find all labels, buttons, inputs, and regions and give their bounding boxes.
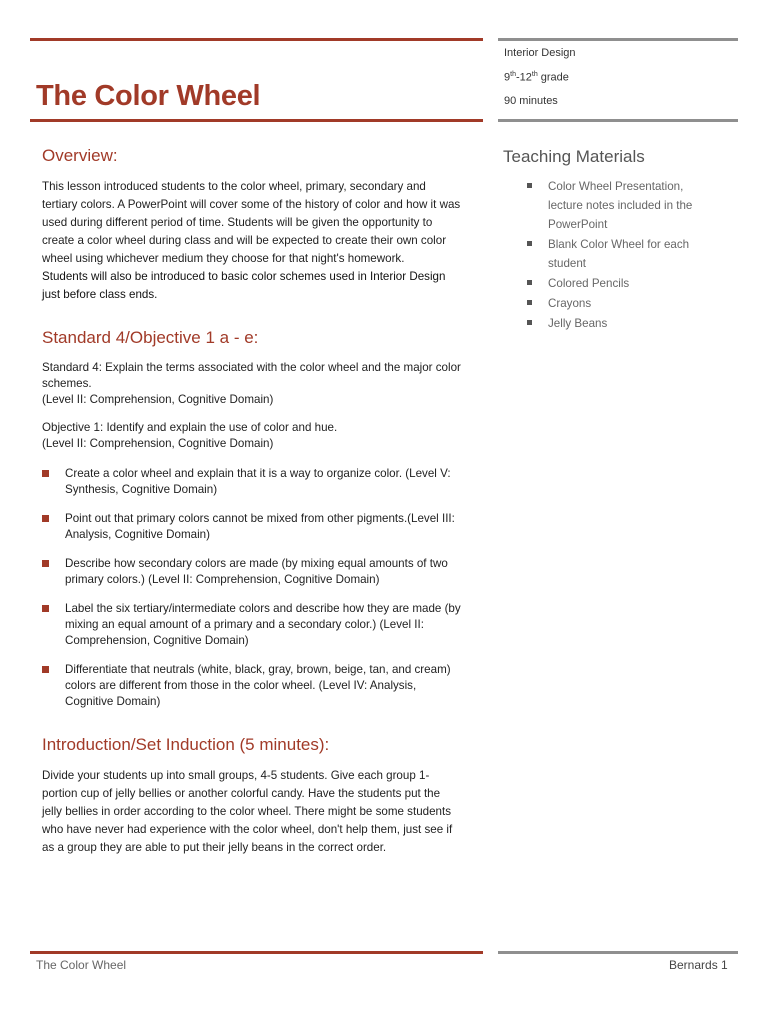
grade-start: 9 [504, 71, 511, 84]
teaching-materials-heading: Teaching Materials [503, 147, 645, 166]
objective-item [42, 662, 462, 710]
objective-description [42, 420, 462, 452]
materials-list [503, 177, 718, 333]
materials-item [503, 235, 718, 273]
overview-heading: Overview: [42, 146, 118, 165]
bullet-square-icon [42, 605, 49, 612]
page-number: Bernards 1 [669, 958, 728, 972]
header-rule-top-right [498, 38, 738, 41]
document-title: The Color Wheel [36, 80, 261, 112]
side-column [503, 147, 718, 334]
introduction-heading: Introduction/Set Induction (5 minutes): [42, 735, 330, 754]
overview-paragraph-2: Students will also be introduced to basic color schemes used in Interior Design just before class ends. [42, 270, 446, 301]
grade-mid: -12 [515, 71, 532, 84]
materials-item-text: Blank Color Wheel for each student [548, 238, 690, 270]
main-column [42, 146, 462, 857]
objective-item [42, 511, 462, 543]
standard-description [42, 360, 462, 408]
bullet-square-icon [527, 300, 532, 305]
footer-rule-left [30, 951, 483, 954]
footer-title: The Color Wheel [36, 958, 127, 972]
standard-level: (Level II: Comprehension, Cognitive Domain) [42, 393, 274, 406]
bullet-square-icon [527, 241, 532, 246]
materials-item-text: Jelly Beans [548, 317, 608, 330]
lesson-duration: 90 minutes [504, 95, 558, 107]
footer-rule-right [498, 951, 738, 954]
materials-item-text: Color Wheel Presentation, lecture notes included in the PowerPoint [548, 180, 693, 231]
objective-item-text: Differentiate that neutrals (white, black, gray, brown, beige, tan, and cream) colors are different from those in the color wheel. (Level IV: Analysis, Cognitive Domain) [65, 663, 451, 708]
bullet-square-icon [527, 280, 532, 285]
grade-end-sup: th [531, 71, 538, 78]
introduction-paragraph: Divide your students up into small groups, 4-5 students. Give each group 1-portion cup of jelly bellies or another colorful candy. Have the students put the jelly bellies in order according to the color wheel. There might be some students who have never had experience with the color wheel, don't help them, just see if as a group they are able to put their jelly beans in the correct order. [42, 769, 453, 854]
grade-level [504, 71, 569, 84]
objective-item [42, 601, 462, 649]
grade-suffix: grade [537, 71, 569, 84]
materials-item-text: Crayons [548, 297, 592, 310]
bullet-square-icon [527, 320, 532, 325]
materials-item [503, 274, 718, 293]
bullet-square-icon [42, 515, 49, 522]
objective-list [42, 466, 462, 710]
bullet-square-icon [42, 470, 49, 477]
bullet-square-icon [527, 183, 532, 188]
objective-item-text: Create a color wheel and explain that it is a way to organize color. (Level V: Synthesis, Cognitive Domain) [65, 467, 451, 496]
materials-item-text: Colored Pencils [548, 277, 630, 290]
objective-item [42, 466, 462, 498]
objective-level: (Level II: Comprehension, Cognitive Domain) [42, 437, 274, 450]
header-rule-top-left [30, 38, 483, 41]
materials-item [503, 294, 718, 313]
objective-item-text: Point out that primary colors cannot be mixed from other pigments.(Level III: Analysis, Cognitive Domain) [65, 512, 455, 541]
objective-text: Objective 1: Identify and explain the use of color and hue. [42, 421, 338, 434]
bullet-square-icon [42, 560, 49, 567]
grade-start-sup: th [510, 71, 516, 78]
standard-text: Standard 4: Explain the terms associated with the color wheel and the major color schemes. [42, 361, 461, 390]
objective-item-text: Describe how secondary colors are made (by mixing equal amounts of two primary colors.) (Level II: Comprehension, Cognitive Domain) [65, 557, 448, 586]
bullet-square-icon [42, 666, 49, 673]
materials-item [503, 177, 718, 234]
course-name: Interior Design [504, 47, 576, 59]
standard-heading: Standard 4/Objective 1 a - e: [42, 328, 259, 347]
header-rule-bottom-left [30, 119, 483, 122]
header-rule-bottom-right [498, 119, 738, 122]
materials-item [503, 314, 718, 333]
objective-item-text: Label the six tertiary/intermediate colors and describe how they are made (by mixing an equal amount of a primary and a secondary color.) (Level II: Comprehension, Cognitive Domain) [65, 602, 461, 647]
objective-item [42, 556, 462, 588]
overview-paragraph: This lesson introduced students to the color wheel, primary, secondary and tertiary colors. A PowerPoint will cover some of the history of color and how it was used during different period of time. Students will be given the opportunity to create a color wheel during class and will be expected to create their own color wheel using whichever medium they choose for that night's homework. [42, 180, 461, 265]
